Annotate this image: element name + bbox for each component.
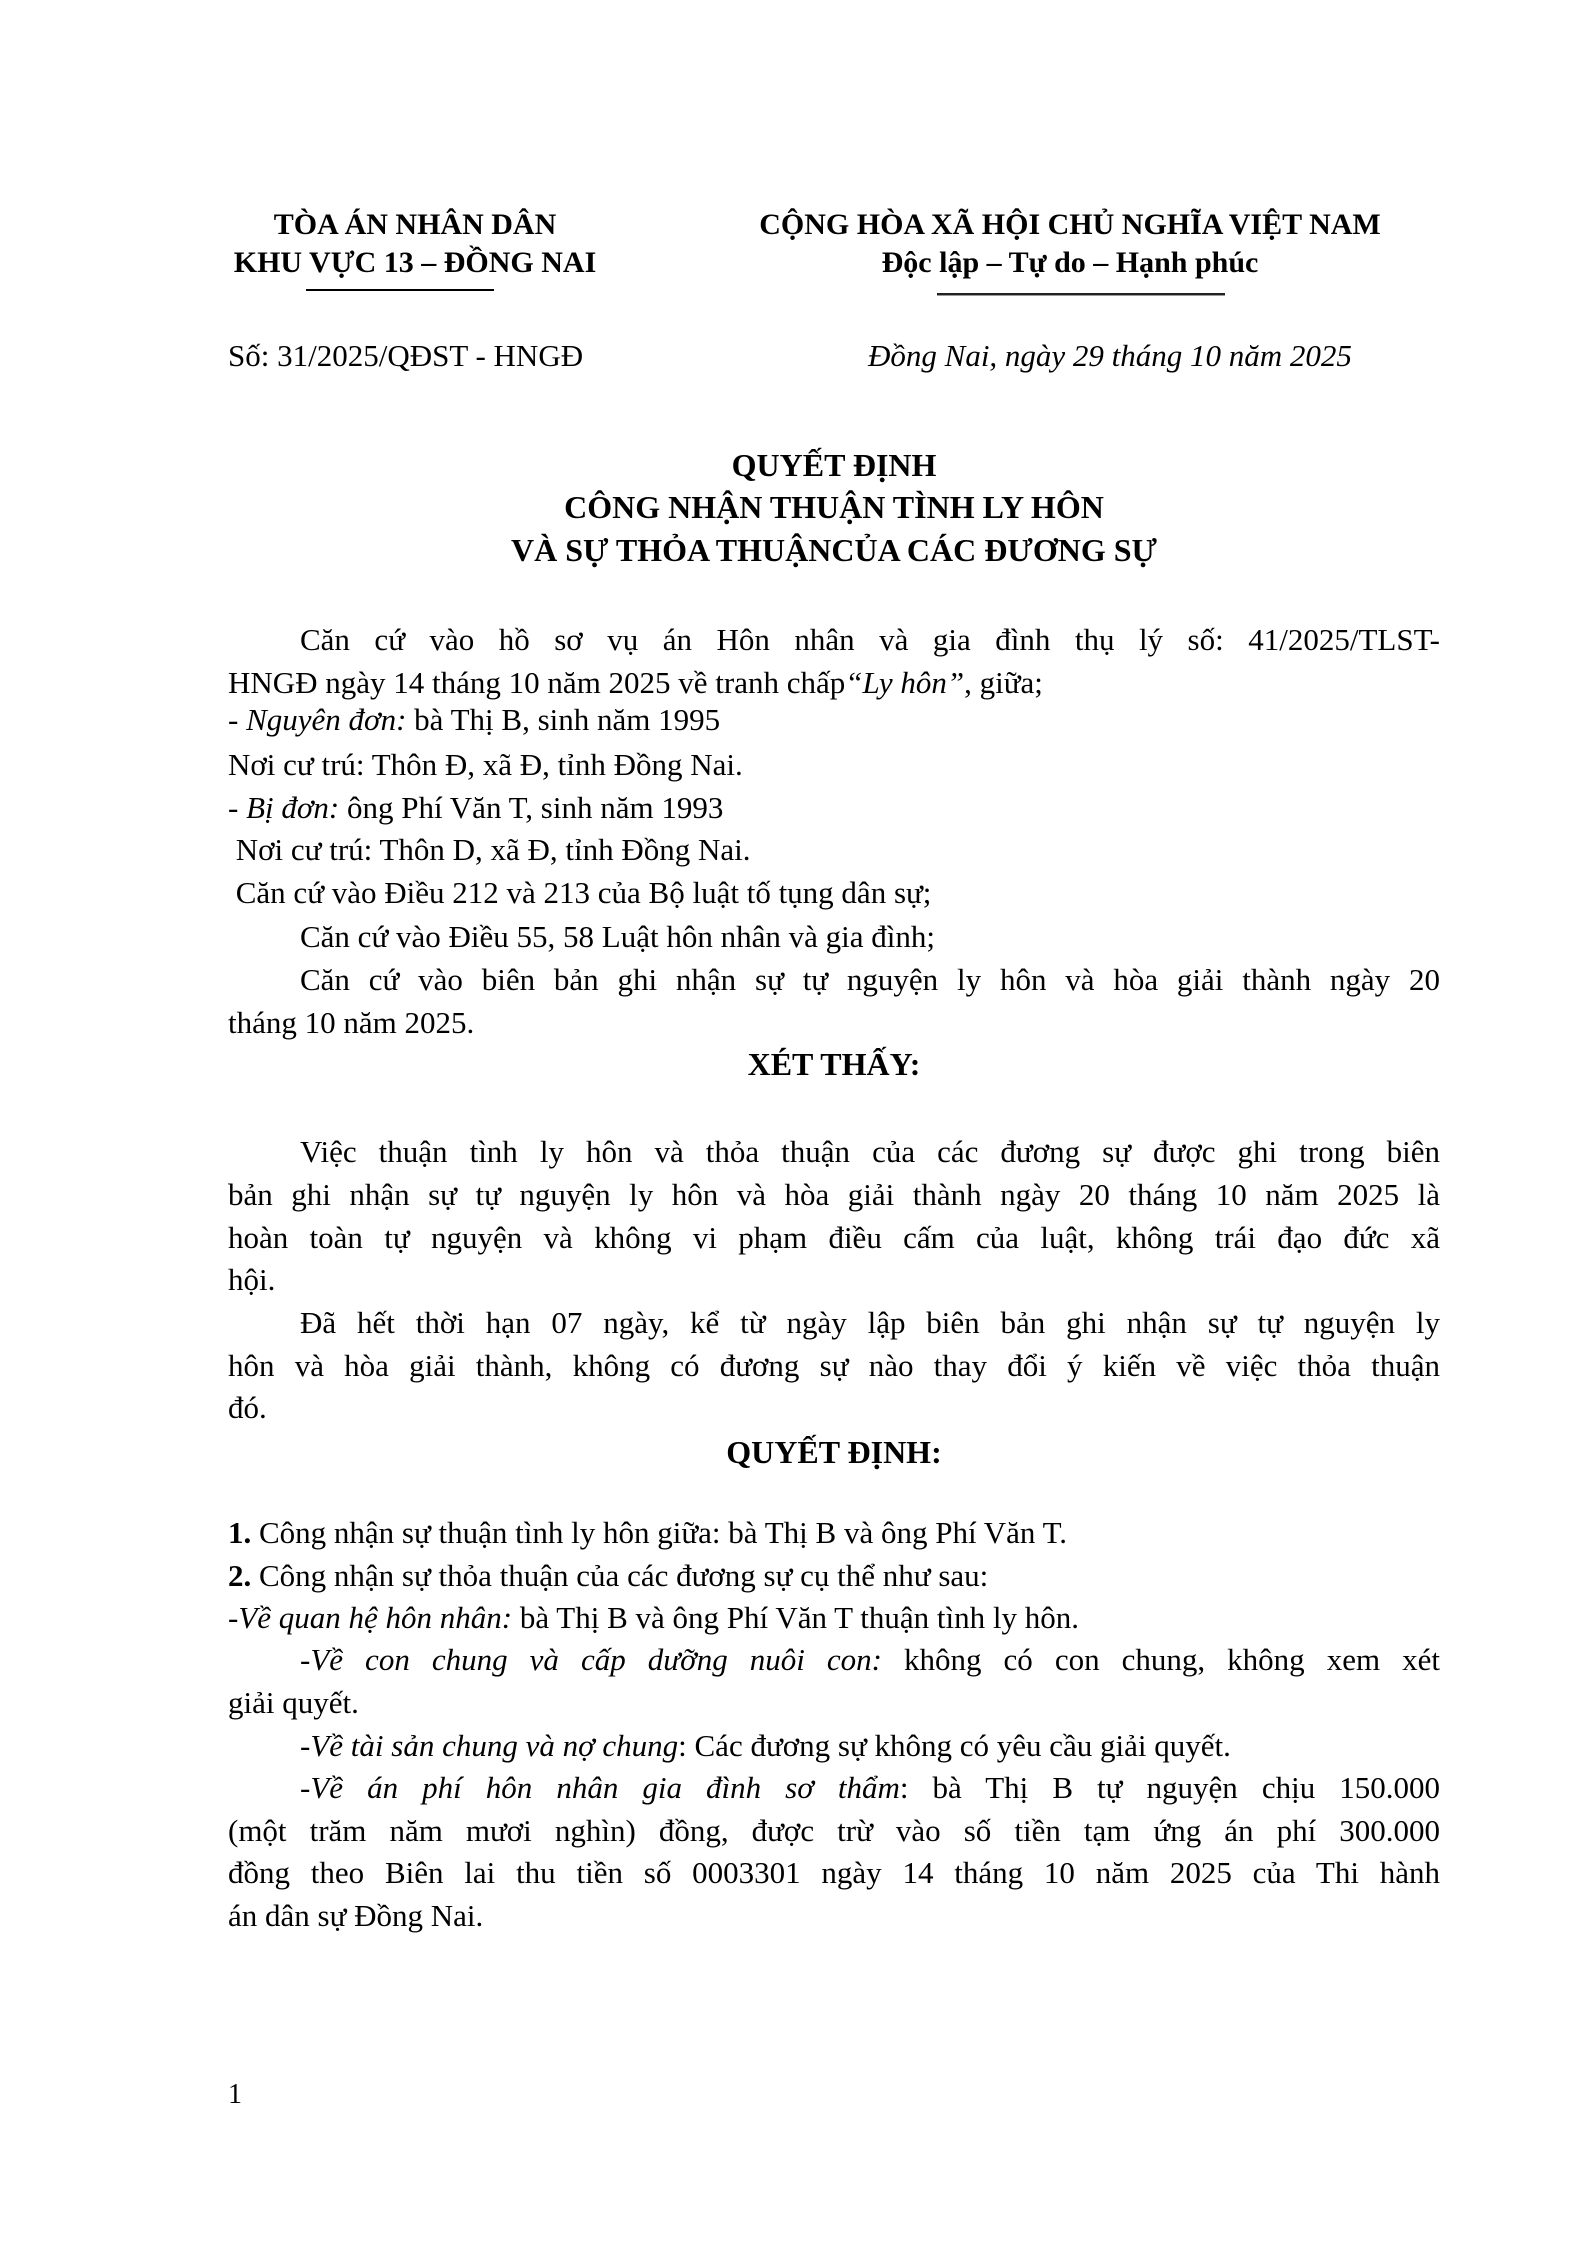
document-subtitle-2: VÀ SỰ THỎA THUẬNCỦA CÁC ĐƯƠNG SỰ: [511, 532, 1157, 568]
decision-item-1: [228, 1513, 1067, 1553]
decision-heading: QUYẾT ĐỊNH:: [726, 1434, 942, 1470]
fee-clause: [300, 1768, 1440, 1808]
legal-basis-procedure: Căn cứ vào Điều 212 và 213 của Bộ luật tố tụng dân sự;: [228, 875, 932, 910]
children-text: không có con chung, không xem xét: [881, 1642, 1440, 1677]
document-subtitle-1: CÔNG NHẬN THUẬN TÌNH LY HÔN: [564, 489, 1104, 525]
legal-basis-record-line1: Căn cứ vào biên bản ghi nhận sự tự nguyện ly hôn và hòa giải thành ngày 20: [300, 962, 1440, 997]
place-date: Đồng Nai, ngày 29 tháng 10 năm 2025: [868, 338, 1352, 373]
marriage-text: bà Thị B và ông Phí Văn T thuận tình ly hôn.: [512, 1600, 1080, 1635]
plaintiff-residence: Nơi cư trú: Thôn Đ, xã Đ, tỉnh Đồng Nai.: [228, 747, 743, 782]
property-text: : Các đương sự không có yêu cầu giải quyết.: [678, 1728, 1231, 1763]
item-number: 2.: [228, 1558, 252, 1593]
court-name: TÒA ÁN NHÂN DÂN: [273, 208, 557, 241]
defendant-line: [228, 788, 723, 828]
findings-p1-line: hoàn toàn tự nguyện và không vi phạm điều cấm của luật, không trái đạo đức xã: [228, 1220, 1440, 1255]
marriage-label: Về quan hệ hôn nhân:: [238, 1600, 513, 1635]
bullet-dash: -: [228, 790, 247, 825]
defendant-label: Bị đơn:: [246, 790, 340, 825]
findings-p2-line: hôn và hòa giải thành, không có đương sự nào thay đổi ý kiến về việc thỏa thuận: [228, 1348, 1440, 1383]
fee-clause-line4: án dân sự Đồng Nai.: [228, 1898, 484, 1933]
clause-dash: -: [300, 1642, 311, 1677]
court-region: KHU VỰC 13 – ĐỒNG NAI: [233, 246, 597, 279]
fee-text: : bà Thị B tự nguyện chịu 150.000: [899, 1770, 1440, 1805]
plaintiff-line: [228, 700, 720, 740]
plaintiff-label: Nguyên đơn:: [246, 702, 407, 737]
findings-p1-line: hội.: [228, 1262, 276, 1297]
defendant-residence: Nơi cư trú: Thôn D, xã Đ, tỉnh Đồng Nai.: [228, 832, 751, 867]
motto-underline: [937, 293, 1225, 295]
fee-label: Về án phí hôn nhân gia đình sơ thẩm: [310, 1770, 900, 1805]
clause-dash: -: [228, 1600, 239, 1635]
marriage-clause: [228, 1598, 1079, 1638]
children-clause: [300, 1640, 1440, 1680]
clause-dash: -: [300, 1770, 311, 1805]
dispute-type: “Ly hôn”: [845, 665, 965, 700]
country-name: CỘNG HÒA XÃ HỘI CHỦ NGHĨA VIỆT NAM: [759, 208, 1381, 241]
decision-item-2: [228, 1556, 988, 1596]
children-clause-line2: giải quyết.: [228, 1685, 359, 1720]
bullet-dash: -: [228, 702, 247, 737]
findings-p1-line: Việc thuận tình ly hôn và thỏa thuận của các đương sự được ghi trong biên: [300, 1134, 1440, 1169]
preamble-case-line2: [228, 663, 1043, 703]
property-clause: [300, 1726, 1231, 1766]
findings-heading: XÉT THẤY:: [747, 1046, 921, 1082]
document-number: Số: 31/2025/QĐST - HNGĐ: [228, 338, 584, 373]
clause-dash: -: [300, 1728, 311, 1763]
legal-basis-family-law: Căn cứ vào Điều 55, 58 Luật hôn nhân và gia đình;: [300, 919, 935, 954]
fee-clause-line2: (một trăm năm mươi nghìn) đồng, được trừ vào số tiền tạm ứng án phí 300.000: [228, 1813, 1440, 1848]
item-number: 1.: [228, 1515, 252, 1550]
findings-p1-line: bản ghi nhận sự tự nguyện ly hôn và hòa giải thành ngày 20 tháng 10 năm 2025 là: [228, 1177, 1440, 1212]
preamble-case-line1: Căn cứ vào hồ sơ vụ án Hôn nhân và gia đình thụ lý số: 41/2025/TLST-: [300, 622, 1440, 657]
item-text: Công nhận sự thỏa thuận của các đương sự cụ thể như sau:: [251, 1558, 989, 1593]
item-text: Công nhận sự thuận tình ly hôn giữa: bà Thị B và ông Phí Văn T.: [251, 1515, 1067, 1550]
court-underline: [306, 289, 494, 291]
national-motto: Độc lập – Tự do – Hạnh phúc: [881, 246, 1259, 279]
defendant-value: ông Phí Văn T, sinh năm 1993: [339, 790, 724, 825]
case-parties-intro: , giữa;: [964, 665, 1043, 700]
page-number: 1: [228, 2079, 242, 2110]
findings-p2-line: Đã hết thời hạn 07 ngày, kể từ ngày lập biên bản ghi nhận sự tự nguyện ly: [300, 1305, 1440, 1340]
plaintiff-value: bà Thị B, sinh năm 1995: [406, 702, 721, 737]
findings-p2-line: đó.: [228, 1390, 267, 1425]
children-label: Về con chung và cấp dưỡng nuôi con:: [310, 1642, 882, 1677]
document-title: QUYẾT ĐỊNH: [731, 447, 937, 483]
fee-clause-line3: đồng theo Biên lai thu tiền số 0003301 ngày 14 tháng 10 năm 2025 của Thi hành: [228, 1855, 1440, 1890]
property-label: Về tài sản chung và nợ chung: [310, 1728, 679, 1763]
case-date-text: HNGĐ ngày 14 tháng 10 năm 2025 về tranh chấp: [228, 665, 846, 700]
legal-basis-record-line2: tháng 10 năm 2025.: [228, 1005, 475, 1040]
